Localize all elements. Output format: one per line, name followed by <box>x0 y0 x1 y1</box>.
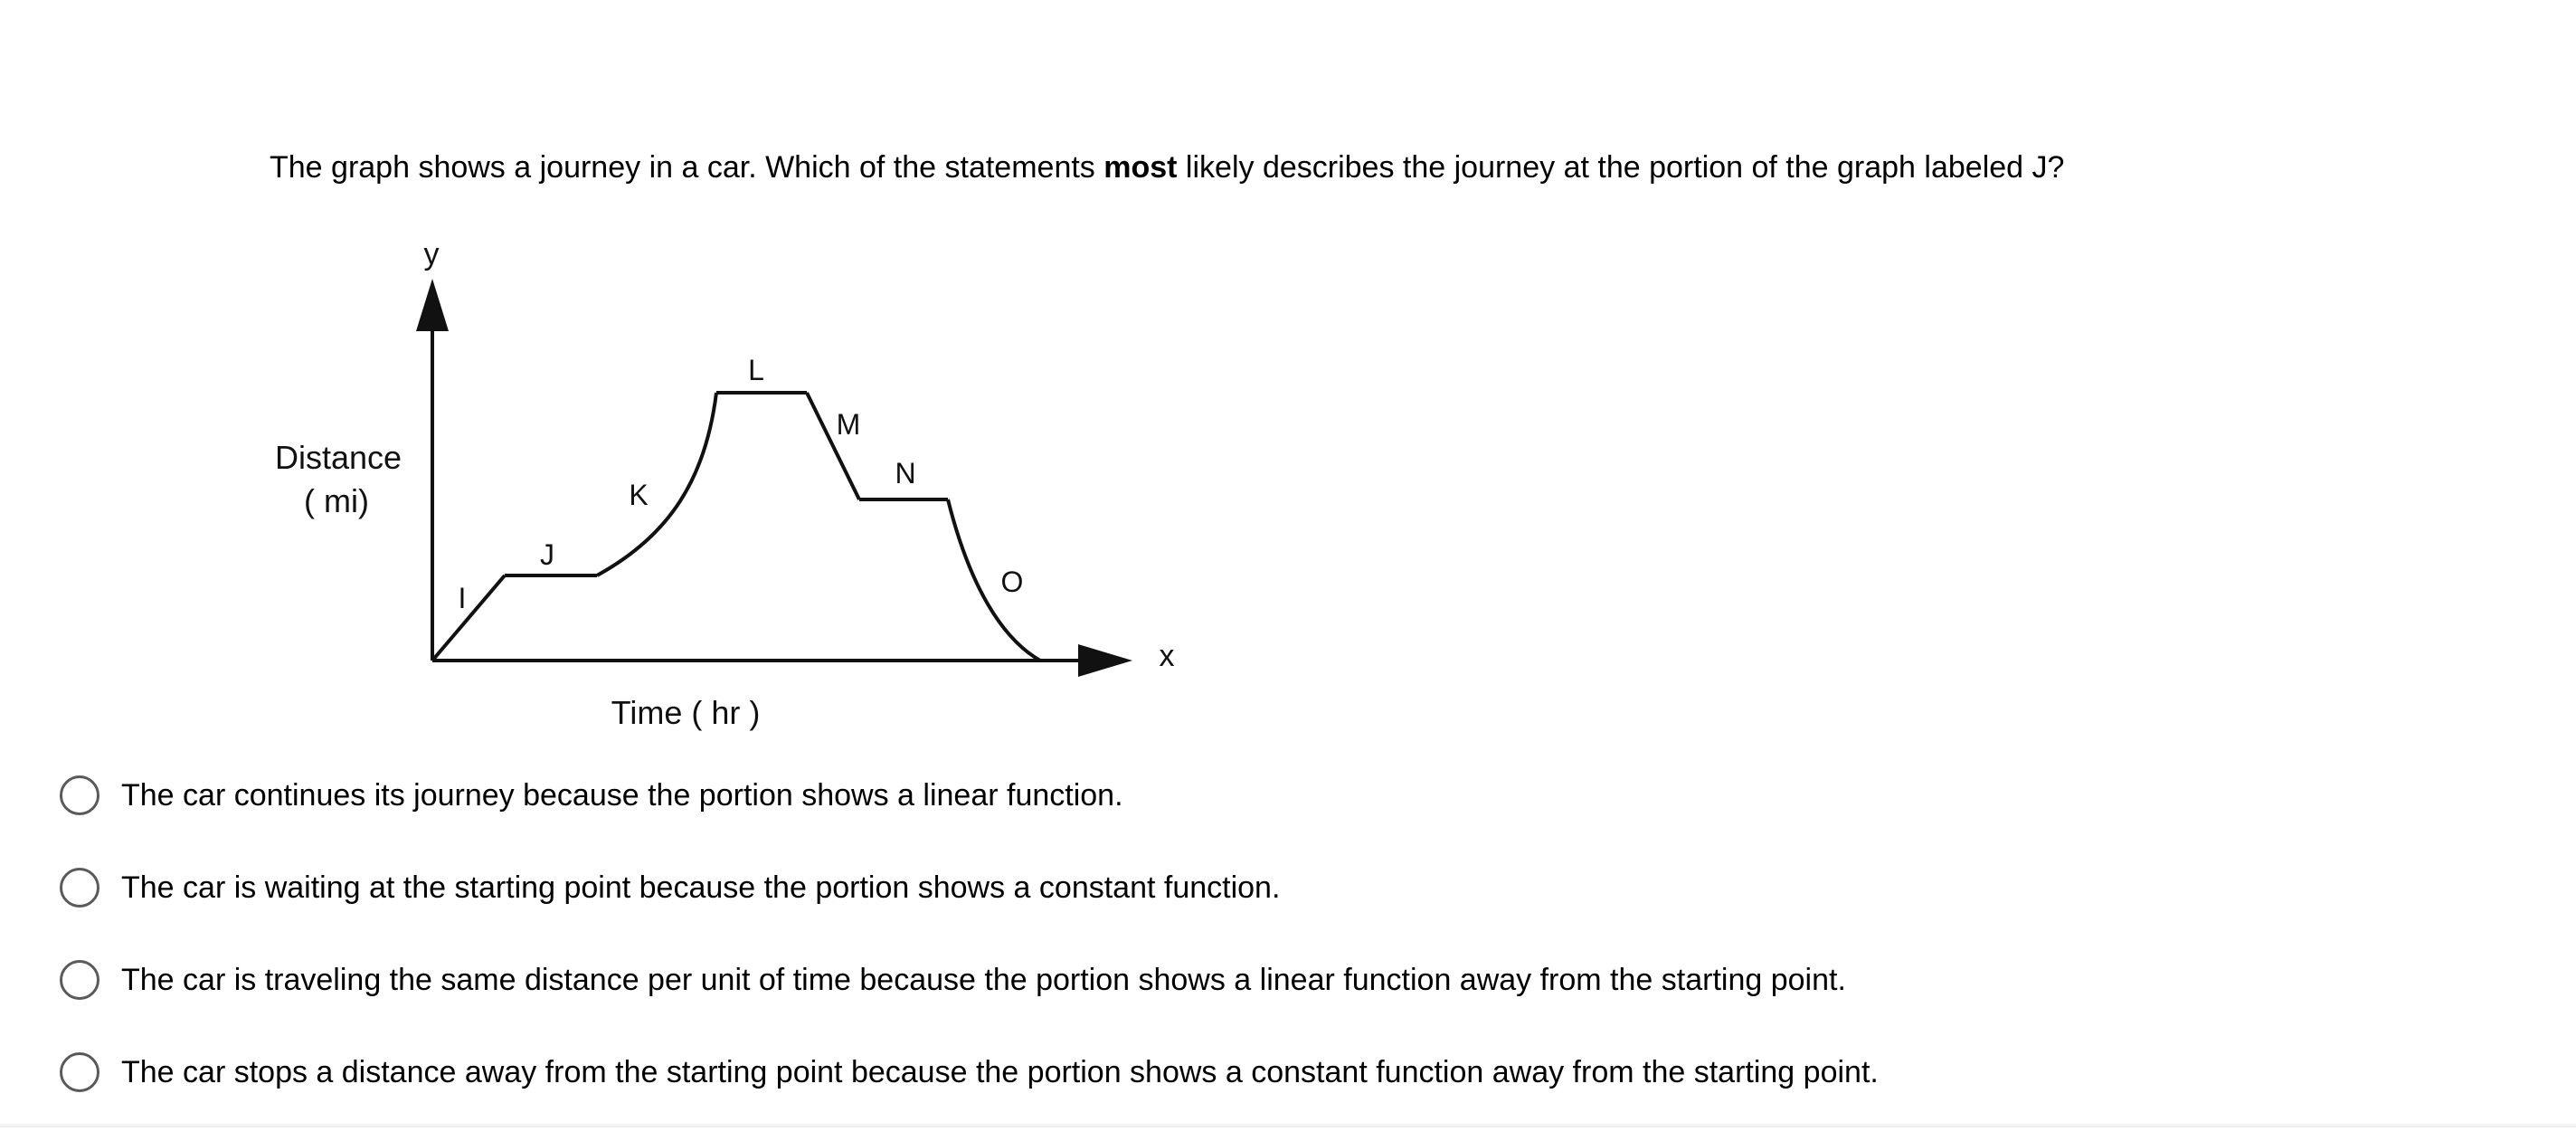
y-axis-title-line2: ( mi) <box>304 482 369 519</box>
answer-options <box>60 772 1879 1141</box>
bottom-edge-shadow <box>0 1122 2576 1127</box>
segment-label-i: I <box>458 582 467 614</box>
question-text-end: likely describes the journey at the portion of the graph labeled J? <box>1177 150 2065 185</box>
answer-option[interactable] <box>60 864 1879 911</box>
radio-button-icon[interactable] <box>60 1052 99 1092</box>
segment-label-l: L <box>748 354 764 386</box>
segment-label-o: O <box>1000 566 1024 598</box>
x-axis-letter: x <box>1159 639 1175 673</box>
question-text-start: The graph shows a journey in a car. Which of the statements <box>270 150 1104 185</box>
segment-label-j: J <box>540 538 554 571</box>
segment-o <box>948 499 1040 661</box>
segment-label-k: K <box>629 479 649 511</box>
x-axis-arrowhead <box>1078 644 1132 677</box>
segment-label-m: M <box>836 408 861 441</box>
answer-option[interactable] <box>60 956 1879 1003</box>
radio-button-icon[interactable] <box>60 775 99 815</box>
x-axis-title: Time ( hr ) <box>611 694 761 731</box>
answer-option[interactable] <box>60 1049 1879 1096</box>
segment-i <box>432 575 505 661</box>
answer-option-label[interactable]: The car is waiting at the starting point because the portion shows a constant function. <box>121 870 1281 905</box>
question-emphasis: most <box>1103 150 1178 185</box>
answer-option-label[interactable]: The car is traveling the same distance per unit of time because the portion shows a linear function away from the starting point. <box>121 963 1846 997</box>
y-axis-arrowhead <box>416 279 449 331</box>
radio-button-icon[interactable] <box>60 868 99 908</box>
answer-option[interactable] <box>60 772 1879 819</box>
answer-option-label[interactable]: The car stops a distance away from the starting point because the portion shows a constant function away from the starting point. <box>121 1055 1879 1089</box>
segment-label-n: N <box>895 457 916 490</box>
y-axis-letter: y <box>423 237 440 271</box>
answer-option-label[interactable]: The car continues its journey because the portion shows a linear function. <box>121 778 1123 813</box>
y-axis-title-line1: Distance <box>274 439 402 476</box>
radio-button-icon[interactable] <box>60 960 99 1000</box>
segment-k <box>597 393 716 575</box>
